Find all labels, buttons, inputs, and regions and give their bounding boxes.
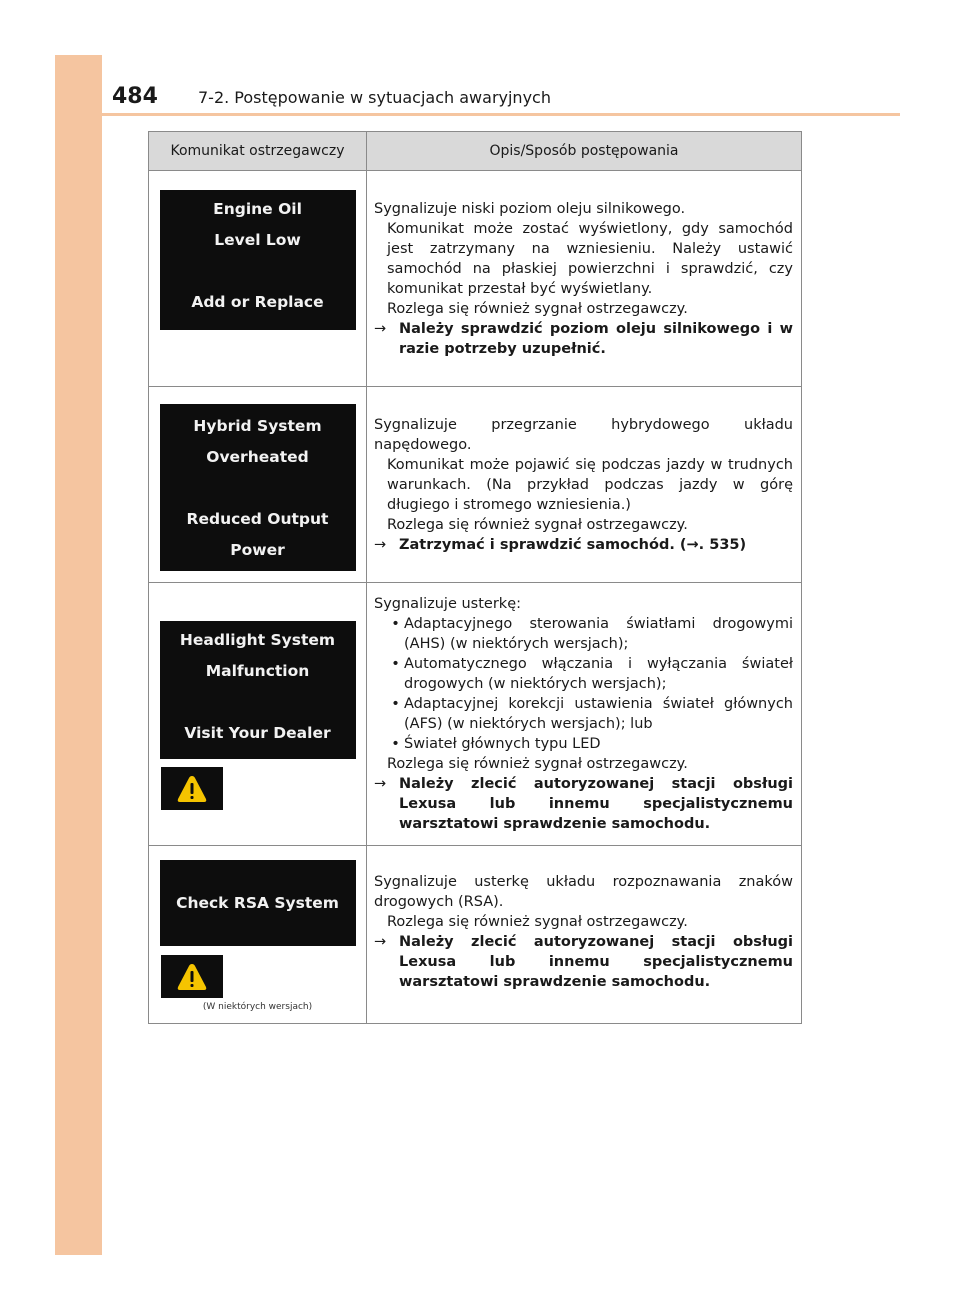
warning-messages-table bbox=[148, 131, 802, 1024]
list-item: • Świateł głównych typu LED bbox=[374, 734, 793, 754]
detail-text: Komunikat może zostać wyświetlony, gdy samochód jest zatrzymany na wzniesieniu. Należy ustawić samochód na płaskiej powierzchni i sprawdzić, czy komunikat przestał być wyświetlany. bbox=[387, 220, 793, 297]
bullet-text: Automatycznego włączania i wyłączania świateł drogowych (w niektórych wersjach); bbox=[404, 656, 793, 692]
action-line bbox=[374, 774, 793, 834]
arrow-icon: → bbox=[374, 934, 387, 950]
warning-triangle-icon bbox=[176, 961, 208, 993]
warning-light-box bbox=[161, 767, 223, 810]
arrow-icon: → bbox=[374, 320, 387, 337]
action-text: Należy zlecić autoryzowanej stacji obsługi Lexusa lub innemu specjalistycznemu warsztatowi sprawdzenie samochodu. bbox=[399, 934, 793, 990]
bullet-text: Świateł głównych typu LED bbox=[404, 736, 601, 752]
table-row bbox=[149, 846, 802, 1024]
detail-text: Rozlega się również sygnał ostrzegawczy. bbox=[387, 756, 688, 772]
screen-line: Power bbox=[230, 541, 285, 559]
action-text: Należy zlecić autoryzowanej stacji obsługi Lexusa lub innemu specjalistycznemu warsztatowi sprawdzenie samochodu. bbox=[399, 776, 793, 832]
list-item: • Automatycznego włączania i wyłączania świateł drogowych (w niektórych wersjach); bbox=[391, 656, 793, 692]
detail-text: Komunikat może pojawić się podczas jazdy w trudnych warunkach. (Na przykład podczas jazdy w górę długiego i stromego wzniesienia.) bbox=[387, 456, 793, 513]
detail-text: Rozlega się również sygnał ostrzegawczy. bbox=[387, 516, 688, 533]
list-item: • Adaptacyjnej korekcji ustawienia świateł głównych (AFS) (w niektórych wersjach); lub bbox=[391, 696, 793, 732]
header-rule bbox=[102, 113, 900, 116]
description-text: Sygnalizuje przegrzanie hybrydowego układu napędowego. bbox=[374, 416, 793, 453]
arrow-icon: → bbox=[374, 776, 387, 792]
screen-line: Add or Replace bbox=[191, 293, 324, 311]
display-screen bbox=[160, 404, 356, 571]
screen-line: Check RSA System bbox=[176, 894, 339, 912]
description-cell bbox=[367, 387, 802, 583]
display-screen bbox=[160, 860, 356, 946]
version-note: (W niektórych wersjach) bbox=[202, 1002, 313, 1012]
list-item: • Adaptacyjnego sterowania światłami drogowymi (AHS) (w niektórych wersjach); bbox=[391, 616, 793, 652]
screen-line: Headlight System bbox=[179, 631, 336, 649]
description-text: Sygnalizuje niski poziom oleju silnikowego. bbox=[374, 200, 686, 217]
side-color-bar bbox=[55, 55, 102, 1255]
display-screen bbox=[160, 190, 356, 330]
action-text: Należy sprawdzić poziom oleju silnikowego i w razie potrzeby uzupełnić. bbox=[399, 320, 793, 357]
col-header-description: Opis/Sposób postępowania bbox=[367, 132, 802, 171]
arrow-icon: → bbox=[374, 536, 387, 553]
message-cell bbox=[149, 583, 367, 846]
table-row bbox=[149, 387, 802, 583]
table-row bbox=[149, 171, 802, 387]
warning-triangle-icon bbox=[176, 773, 208, 805]
screen-line: Level Low bbox=[214, 231, 301, 249]
action-line bbox=[374, 319, 793, 359]
display-screen bbox=[160, 621, 356, 759]
screen-line: Overheated bbox=[206, 448, 309, 466]
screen-line: Reduced Output bbox=[186, 510, 329, 528]
detail-text: Rozlega się również sygnał ostrzegawczy. bbox=[387, 914, 688, 930]
action-text: Zatrzymać i sprawdzić samochód. (→. 535) bbox=[399, 536, 747, 553]
description-cell bbox=[367, 583, 802, 846]
screen-line: Malfunction bbox=[205, 662, 310, 680]
description-text: Sygnalizuje usterkę układu rozpoznawania znaków drogowych (RSA). bbox=[374, 874, 793, 910]
message-cell bbox=[149, 171, 367, 387]
detail-text: Rozlega się również sygnał ostrzegawczy. bbox=[387, 300, 688, 317]
page-number: 484 bbox=[112, 84, 158, 109]
screen-line: Visit Your Dealer bbox=[184, 724, 331, 742]
col-header-message: Komunikat ostrzegawczy bbox=[149, 132, 367, 171]
warning-light-box bbox=[161, 955, 223, 998]
table-header-row bbox=[149, 132, 802, 171]
page-header bbox=[102, 78, 900, 114]
section-title: 7-2. Postępowanie w sytuacjach awaryjnych bbox=[198, 88, 551, 107]
description-text: Sygnalizuje usterkę: bbox=[374, 596, 521, 612]
screen-line: Engine Oil bbox=[213, 200, 302, 218]
table-row bbox=[149, 583, 802, 846]
bullet-text: Adaptacyjnego sterowania światłami drogowymi (AHS) (w niektórych wersjach); bbox=[404, 616, 793, 652]
description-cell bbox=[367, 171, 802, 387]
message-cell bbox=[149, 846, 367, 1024]
bullet-text: Adaptacyjnej korekcji ustawienia świateł głównych (AFS) (w niektórych wersjach); lub bbox=[404, 696, 793, 732]
action-line bbox=[374, 932, 793, 992]
screen-line: Hybrid System bbox=[193, 417, 322, 435]
description-cell bbox=[367, 846, 802, 1024]
message-cell bbox=[149, 387, 367, 583]
action-line bbox=[374, 535, 793, 555]
